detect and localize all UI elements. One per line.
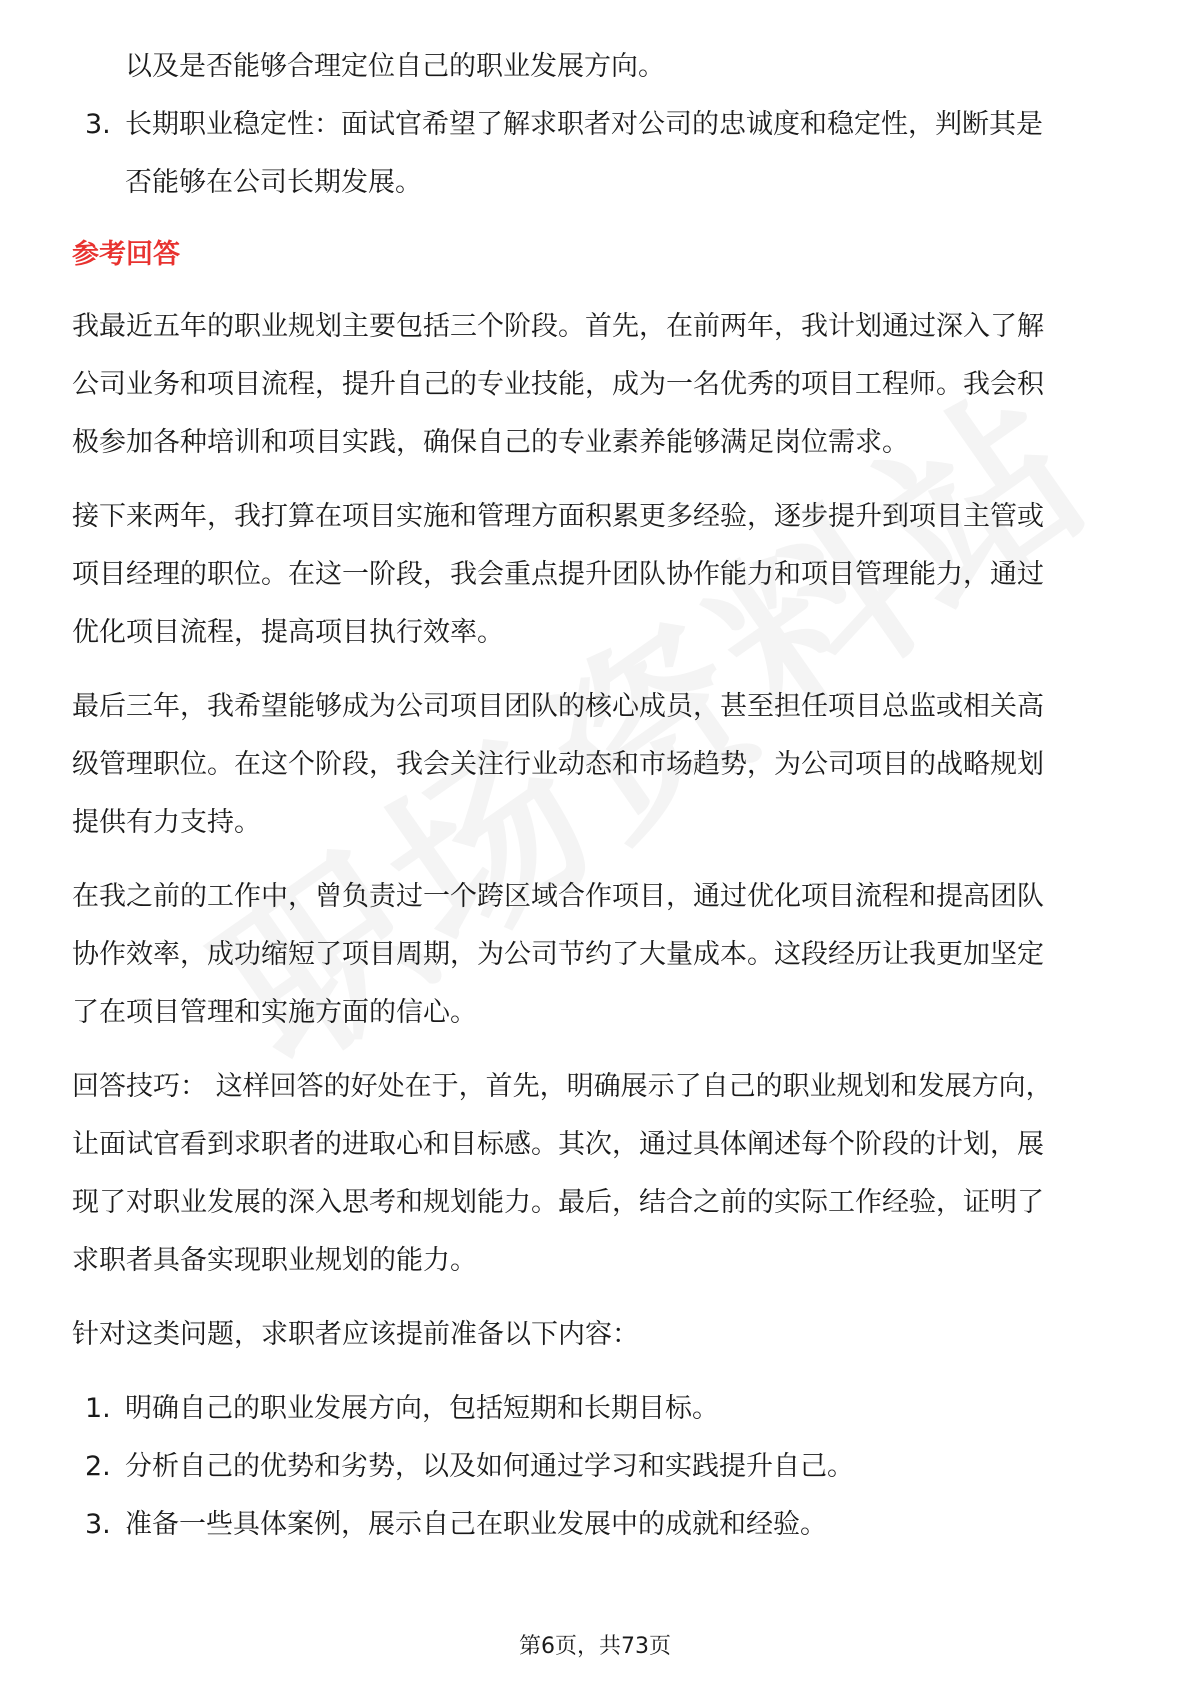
paragraph xyxy=(72,868,1122,1042)
text-line: 回答技巧： 这样回答的好处在于，首先，明确展示了自己的职业规划和发展方向， xyxy=(72,1071,1053,1102)
list-item-text: 分析自己的优势和劣势，以及如何通过学习和实践提升自己。 xyxy=(125,1451,854,1482)
list-number: 1. xyxy=(85,1393,111,1424)
page-content xyxy=(72,0,1122,1554)
text-line: 优化项目流程，提高项目执行效率。 xyxy=(72,617,504,648)
list-item-text: 长期职业稳定性：面试官希望了解求职者对公司的忠诚度和稳定性，判断其是 xyxy=(125,109,1043,140)
text-line: 了在项目管理和实施方面的信心。 xyxy=(72,997,477,1028)
text-line: 接下来两年，我打算在项目实施和管理方面积累更多经验，逐步提升到项目主管或 xyxy=(72,501,1044,532)
text-line: 级管理职位。在这个阶段，我会关注行业动态和市场趋势，为公司项目的战略规划 xyxy=(72,749,1044,780)
text-line: 提供有力支持。 xyxy=(72,807,261,838)
text-line: 协作效率，成功缩短了项目周期，为公司节约了大量成本。这段经历让我更加坚定 xyxy=(72,939,1044,970)
list-item-continuation: 否能够在公司长期发展。 xyxy=(125,167,422,198)
page-footer: 第6页，共73页 xyxy=(519,1634,671,1659)
list-item xyxy=(72,1438,1122,1496)
text-line: 现了对职业发展的深入思考和规划能力。最后，结合之前的实际工作经验，证明了 xyxy=(72,1187,1044,1218)
text-line: 针对这类问题，求职者应该提前准备以下内容： xyxy=(72,1319,639,1350)
prep-list xyxy=(72,1380,1122,1554)
paragraph xyxy=(72,1058,1122,1290)
list-item xyxy=(72,96,1122,154)
text-line: 项目经理的职位。在这一阶段，我会重点提升团队协作能力和项目管理能力，通过 xyxy=(72,559,1044,590)
section-heading: 参考回答 xyxy=(72,239,180,270)
list-number: 3. xyxy=(85,109,111,140)
list-item xyxy=(72,1380,1122,1438)
list-item-continuation: 以及是否能够合理定位自己的职业发展方向。 xyxy=(125,51,665,82)
paragraph xyxy=(72,298,1122,472)
list-item-text: 明确自己的职业发展方向，包括短期和长期目标。 xyxy=(125,1393,719,1424)
text-line: 公司业务和项目流程，提升自己的专业技能，成为一名优秀的项目工程师。我会积 xyxy=(72,369,1044,400)
text-line: 最后三年，我希望能够成为公司项目团队的核心成员，甚至担任项目总监或相关高 xyxy=(72,691,1044,722)
paragraph xyxy=(72,678,1122,852)
list-item-text: 准备一些具体案例，展示自己在职业发展中的成就和经验。 xyxy=(125,1509,827,1540)
text-line: 让面试官看到求职者的进取心和目标感。其次，通过具体阐述每个阶段的计划，展 xyxy=(72,1129,1044,1160)
list-number: 2. xyxy=(85,1451,111,1482)
text-line: 在我之前的工作中，曾负责过一个跨区域合作项目，通过优化项目流程和提高团队 xyxy=(72,881,1044,912)
text-line: 求职者具备实现职业规划的能力。 xyxy=(72,1245,477,1276)
list-item xyxy=(72,1496,1122,1554)
paragraph xyxy=(72,1306,1122,1364)
list-number: 3. xyxy=(85,1509,111,1540)
text-line: 我最近五年的职业规划主要包括三个阶段。首先，在前两年，我计划通过深入了解 xyxy=(72,311,1044,342)
paragraph xyxy=(72,488,1122,662)
text-line: 极参加各种培训和项目实践，确保自己的专业素养能够满足岗位需求。 xyxy=(72,427,909,458)
